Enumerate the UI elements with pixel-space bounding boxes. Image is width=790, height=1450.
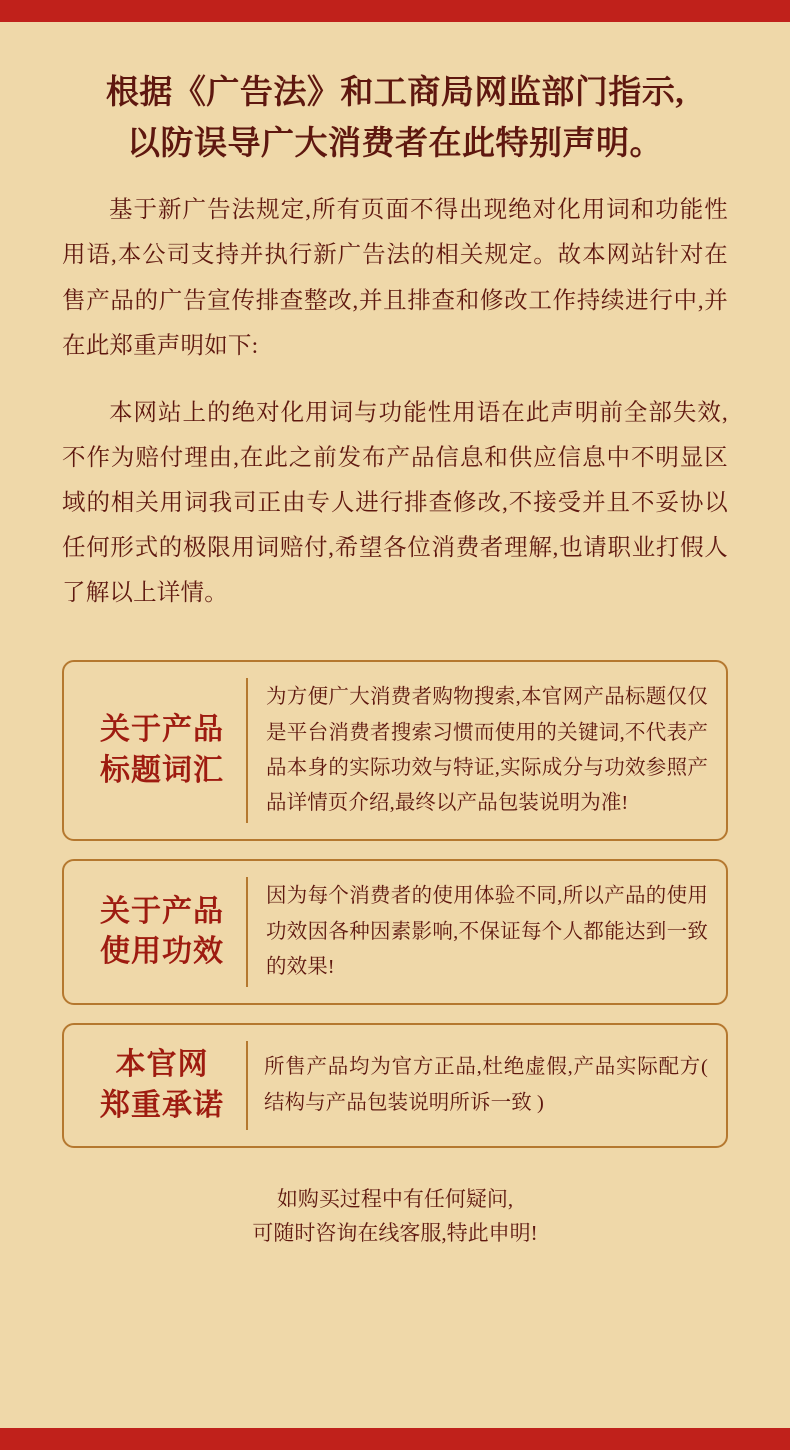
notice-card-product-title	[62, 660, 728, 841]
notice-card-body: 因为每个消费者的使用体验不同,所以产品的使用功效因各种因素影响,不保证每个人都能达到一致的效果!	[266, 885, 708, 978]
footer-note	[62, 1182, 728, 1250]
notice-card-body: 为方便广大消费者购物搜索,本官网产品标题仅仅是平台消费者搜索习惯而使用的关键词,不代表产品本身的实际功效与特证,实际成分与功效参照产品详情页介绍,最终以产品包装说明为准!	[266, 686, 708, 815]
notice-card-label-line-2: 郑重承诺	[100, 1088, 224, 1122]
top-red-bar	[0, 0, 790, 22]
title-line-1: 根据《广告法》和工商局网监部门指示,	[105, 75, 685, 111]
title-line-2: 以防误导广大消费者在此特别声明。	[127, 126, 663, 163]
footer-note-line-1: 如购买过程中有任何疑问,	[276, 1187, 514, 1212]
statement-paragraph-1: 基于新广告法规定,所有页面不得出现绝对化用词和功能性用语,本公司支持并执行新广告法的相关规定。故本网站针对在售产品的广告宣传排查整改,并且排查和修改工作持续进行中,并在此郑重声明如下:	[62, 197, 728, 359]
page-title	[62, 68, 728, 170]
notice-card-label-line-2: 标题词汇	[100, 753, 224, 787]
notice-card-label-line-1: 本官网	[115, 1048, 209, 1082]
announcement-content	[0, 22, 790, 1428]
notice-card-label	[78, 877, 248, 987]
bottom-red-bar	[0, 1428, 790, 1450]
footer-note-line-2: 可随时咨询在线客服,特此申明!	[252, 1221, 538, 1246]
notice-card-body: 所售产品均为官方正品,杜绝虚假,产品实际配方( 结构与产品包装说明所诉一致 )	[264, 1056, 708, 1114]
notice-card-label-line-2: 使用功效	[100, 935, 224, 969]
notice-card-official-promise	[62, 1023, 728, 1148]
notice-card-list	[62, 660, 728, 1148]
notice-card-label	[78, 1041, 248, 1130]
statement-paragraph-2: 本网站上的绝对化用词与功能性用语在此声明前全部失效,不作为赔付理由,在此之前发布产品信息和供应信息中不明显区域的相关用词我司正由专人进行排查修改,不接受并且不妥协以任何形式的极限用词赔付,希望各位消费者理解,也请职业打假人了解以上详情。	[62, 399, 728, 607]
notice-card-label-line-1: 关于产品	[100, 894, 224, 928]
notice-card-label-line-1: 关于产品	[100, 713, 224, 747]
notice-card-product-effect	[62, 859, 728, 1005]
notice-card-label	[78, 678, 248, 823]
